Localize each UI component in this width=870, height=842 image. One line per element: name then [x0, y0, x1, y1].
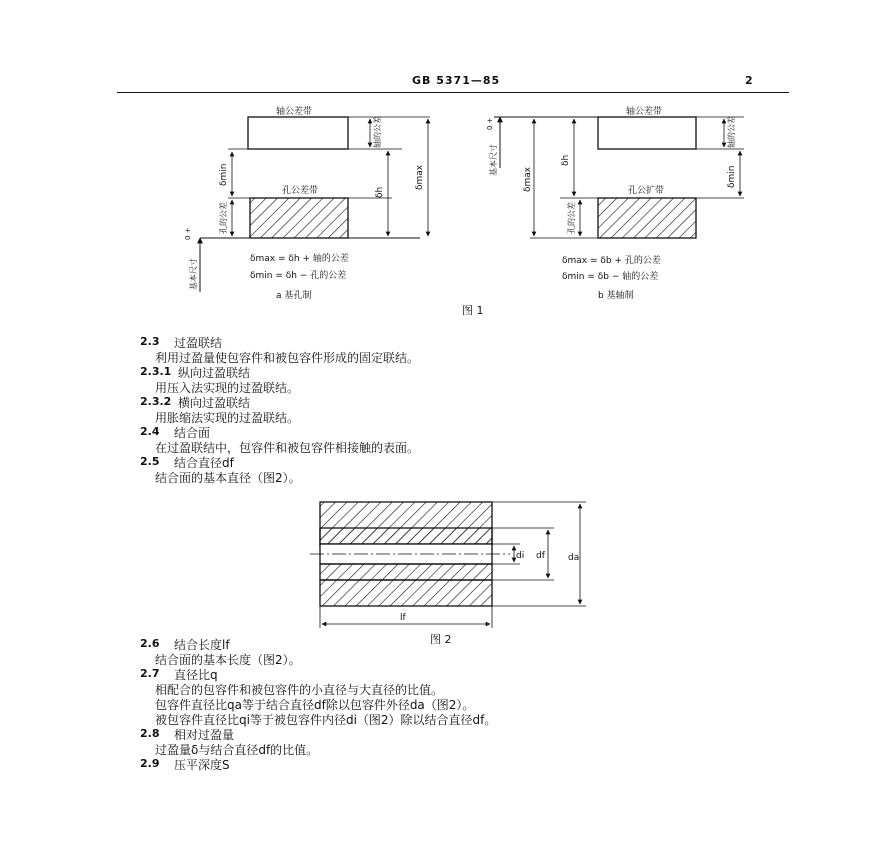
sec-2-3-1-title: 纵向过盈联结 [178, 366, 251, 380]
da-label: da [568, 553, 580, 563]
shaft-tolerance-band-b [598, 117, 696, 149]
sec-2-7-body-3: 被包容件直径比qi等于被包容件内径di（图2）除以结合直径df。 [155, 713, 497, 727]
sec-2-6-num: 2.6 [140, 637, 160, 650]
hole-tolerance-band [250, 198, 348, 238]
zero-mark-b: 0 + [486, 117, 494, 130]
hole-tol-label-b: 孔的公差 [567, 202, 576, 234]
figure-1a [184, 105, 430, 301]
outer-part-bottom [320, 580, 492, 606]
shaft-tolerance-band [248, 117, 348, 149]
delta-max-label: δmax [415, 164, 425, 190]
delta-min-label-b: δmin [727, 165, 737, 188]
sec-2-7-body-2: 包容件直径比qa等于结合直径df除以包容件外径da（图2）。 [155, 698, 475, 712]
page-number: 2 [745, 74, 754, 87]
hole-band-label-b: 孔公扩带 [628, 186, 665, 196]
shaft-band-label-b: 轴公差带 [626, 107, 663, 117]
formula-b1: δmax = δb + 孔的公差 [562, 256, 661, 266]
doc-code: GB 5371—85 [412, 74, 501, 87]
sec-2-8-num: 2.8 [140, 727, 160, 740]
figure-1b [486, 105, 744, 301]
sec-2-4-title: 结合面 [174, 426, 211, 440]
shaft-tol-label-b: 轴的公差 [727, 116, 736, 148]
sec-2-3-2-title: 横向过盈联结 [178, 396, 251, 410]
sec-2-6-body: 结合面的基本长度（图2）。 [155, 653, 301, 667]
zero-mark: 0 + [184, 227, 192, 240]
formula-b2: δmin = δb − 轴的公差 [562, 272, 659, 282]
shaft-band-label: 轴公差带 [276, 107, 313, 117]
sec-2-3-2-num: 2.3.2 [140, 395, 172, 408]
delta-h-label-b: δh [561, 154, 571, 166]
caption-b: b 基轴制 [598, 291, 634, 301]
hole-tol-label: 孔的公差 [219, 202, 228, 234]
sec-2-4-body: 在过盈联结中，包容件和被包容件相接触的表面。 [155, 441, 420, 455]
delta-min-label: δmin [219, 163, 229, 186]
figure-1-title: 图 1 [462, 304, 484, 317]
inner-part-bottom [320, 564, 492, 580]
sec-2-3-2-body: 用胀缩法实现的过盈联结。 [155, 411, 300, 425]
figure-2 [310, 502, 586, 628]
sec-2-7-title: 直径比q [174, 668, 218, 682]
sec-2-3-body: 利用过盈量使包容件和被包容件形成的固定联结。 [155, 351, 420, 365]
formula-a2: δmin = δh − 孔的公差 [250, 271, 347, 281]
basic-size-label-b: 基本尺寸 [489, 144, 498, 176]
sec-2-3-1-num: 2.3.1 [140, 365, 172, 378]
sec-2-3-num: 2.3 [140, 335, 160, 348]
sec-2-5-num: 2.5 [140, 455, 160, 468]
delta-max-label-b: δmax [523, 166, 533, 192]
inner-part-top [320, 528, 492, 544]
sec-2-9-num: 2.9 [140, 757, 160, 770]
df-label: df [536, 551, 545, 561]
sec-2-8-body: 过盈量δ与结合直径df的比值。 [155, 743, 319, 757]
lf-label: lf [400, 613, 406, 623]
caption-a: a 基孔制 [276, 291, 312, 301]
shaft-tol-label: 轴的公差 [373, 116, 382, 148]
di-label: di [516, 551, 525, 561]
figure-2-title: 图 2 [430, 633, 452, 646]
sec-2-3-1-body: 用压入法实现的过盈联结。 [155, 381, 300, 395]
sec-2-8-title: 相对过盈量 [174, 728, 235, 742]
sec-2-4-num: 2.4 [140, 425, 160, 438]
sec-2-7-num: 2.7 [140, 667, 160, 680]
sec-2-5-title: 结合直径df [174, 456, 234, 470]
sec-2-5-body: 结合面的基本直径（图2）。 [155, 471, 301, 485]
sec-2-6-title: 结合长度lf [174, 638, 230, 652]
basic-size-label: 基本尺寸 [189, 258, 198, 290]
hole-tolerance-band-b [598, 198, 696, 238]
sec-2-7-body-1: 相配合的包容件和被包容件的小直径与大直径的比值。 [155, 683, 444, 697]
sec-2-9-title: 压平深度S [174, 758, 230, 772]
delta-h-label: δh [375, 186, 385, 198]
formula-a1: δmax = δh + 轴的公差 [250, 254, 349, 264]
sec-2-3-title: 过盈联结 [174, 336, 223, 350]
hole-band-label: 孔公差带 [282, 186, 319, 196]
